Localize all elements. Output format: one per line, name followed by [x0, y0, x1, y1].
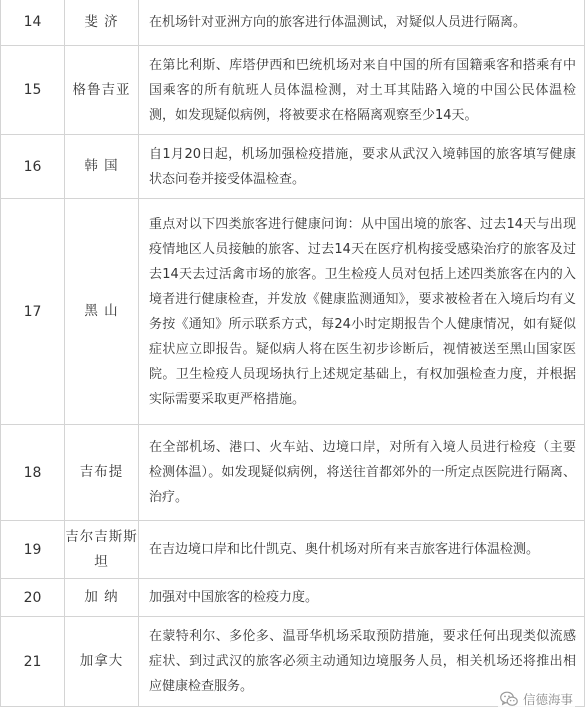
row-number: 18 — [1, 425, 65, 521]
table-row — [1, 46, 585, 135]
measure-text: 在机场针对亚洲方向的旅客进行体温测试，对疑似人员进行隔离。 — [139, 0, 585, 46]
table-row — [1, 579, 585, 617]
country-name: 吉尔吉斯斯坦 — [65, 521, 139, 579]
country-name: 斐 济 — [65, 0, 139, 46]
wechat-icon — [500, 691, 518, 707]
table-row — [1, 425, 585, 521]
row-number: 15 — [1, 46, 65, 135]
table-row — [1, 617, 585, 707]
measure-text: 在全部机场、港口、火车站、边境口岸，对所有入境人员进行检疫（主要检测体温）。如发现疑似病例，将送往首都郊外的一所定点医院进行隔离、治疗。 — [139, 425, 585, 521]
row-number: 21 — [1, 617, 65, 707]
country-name: 格鲁吉亚 — [65, 46, 139, 135]
country-name: 韩 国 — [65, 135, 139, 199]
table-row — [1, 0, 585, 46]
table-row — [1, 199, 585, 425]
row-number: 14 — [1, 0, 65, 46]
country-name: 吉布提 — [65, 425, 139, 521]
country-name: 黑 山 — [65, 199, 139, 425]
measure-text: 加强对中国旅客的检疫力度。 — [139, 579, 585, 617]
country-name: 加拿大 — [65, 617, 139, 707]
watermark-text: 信德海事 — [522, 692, 573, 707]
row-number: 17 — [1, 199, 65, 425]
table-row — [1, 521, 585, 579]
row-number: 16 — [1, 135, 65, 199]
measure-text: 在吉边境口岸和比什凯克、奥什机场对所有来吉旅客进行体温检测。 — [139, 521, 585, 579]
country-name: 加 纳 — [65, 579, 139, 617]
measure-text: 重点对以下四类旅客进行健康问询：从中国出境的旅客、过去14天与出现疫情地区人员接触的旅客、过去14天在医疗机构接受感染治疗的旅客及过去14天去过活禽市场的旅客。卫生检疫人员对包括上述四类旅客在内的入境者进行健康检查，并发放《健康监测通知》，要求被检者在入境后均有义务按《通知》所示联系方式，每24小时定期报告个人健康情况，如有疑似症状应立即报告。疑似病人将在医生初步诊断后，视情被送至黑山国家医院。卫生检疫人员现场执行上述规定基础上，有权加强检查力度，并根据实际需要采取更严格措施。 — [139, 199, 585, 425]
measure-text: 在蒙特利尔、多伦多、温哥华机场采取预防措施，要求任何出现类似流感症状、到过武汉的旅客必须主动通知边境服务人员，相关机场还将推出相应健康检查服务。 — [139, 617, 585, 707]
table-row — [1, 135, 585, 199]
measure-text: 在第比利斯、库塔伊西和巴统机场对来自中国的所有国籍乘客和搭乘有中国乘客的所有航班人员体温检测，对土耳其陆路入境的中国公民体温检测，如发现疑似病例，将被要求在格隔离观察至少14天。 — [139, 46, 585, 135]
row-number: 20 — [1, 579, 65, 617]
measure-text: 自1月20日起，机场加强检疫措施，要求从武汉入境韩国的旅客填写健康状态问卷并接受体温检查。 — [139, 135, 585, 199]
row-number: 19 — [1, 521, 65, 579]
watermark — [498, 690, 575, 708]
